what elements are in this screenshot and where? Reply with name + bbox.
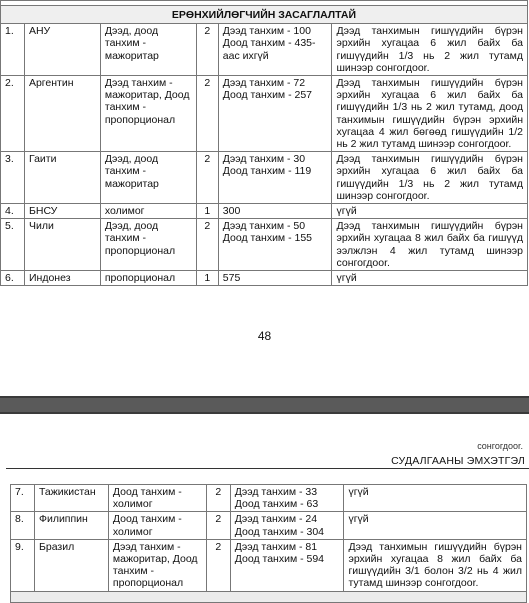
seats-cell: 575 (218, 271, 332, 286)
note-cell: Дээд танхимын гишүүдийн бүрэн эрхийн хугацаа 6 жил байх ба гишүүдийн 1/3 нь 2 жил тутамд, доод танхимын гишүүдийн бүрэн эрхийн хугацаа 4 жил бөгөөд гишүүдийн 1/2 нь 2 жил тутамд шинээр сонгогдоor. (332, 76, 528, 152)
table-row (11, 512, 527, 539)
country-cell: Филиппин (34, 512, 108, 539)
structure-cell: пропорционал (100, 271, 196, 286)
country-cell: Бразил (34, 539, 108, 591)
structure-cell: Дээд танхим - мажоритар, Доод танхим - пропорционал (100, 76, 196, 152)
structure-cell: Доод танхим - холимог (108, 485, 206, 512)
note-cell: үгүй (332, 271, 528, 286)
running-header: СУДАЛГААНЫ ЭМХЭТГЭЛ (391, 455, 525, 467)
chambers-cell: 2 (206, 539, 230, 591)
table-row (1, 219, 528, 271)
structure-cell: Дээд, доод танхим - пропорционал (100, 219, 196, 271)
seats-cell: Дээд танхим - 100 Доод танхим - 435-аас ихгүй (218, 24, 332, 76)
header-rule (6, 468, 529, 469)
page-number: 48 (257, 329, 272, 343)
structure-cell: Доод танхим - холимог (108, 512, 206, 539)
page-separator (0, 396, 529, 414)
table-row (11, 485, 527, 512)
note-cell: Дээд танхимын гишүүдийн бүрэн эрхийн хугацаа 8 жил байх ба гишүүд ээлжлэн 4 жил тутамд шинээр сонгогдоor. (332, 219, 528, 271)
table-row (1, 152, 528, 204)
country-cell: Гаити (24, 152, 100, 204)
row-number: 4. (1, 204, 25, 219)
chambers-cell: 2 (206, 485, 230, 512)
chambers-cell: 2 (196, 219, 218, 271)
table-row (1, 271, 528, 286)
table-row (11, 539, 527, 591)
table-row (1, 24, 528, 76)
row-number: 7. (11, 485, 35, 512)
note-cell: Дээд танхимын гишүүдийн бүрэн эрхийн хугацаа 6 жил байх ба гишүүдийн 1/3 нь 2 жил тутамд шинээр сонгогдоor. (332, 152, 528, 204)
row-number: 1. (1, 24, 25, 76)
row-number: 8. (11, 512, 35, 539)
previous-text-fragment: сонгогдоor. (477, 441, 523, 451)
structure-cell: Дээд танхим - мажоритар, Доод танхим - пропорционал (108, 539, 206, 591)
country-cell: Тажикистан (34, 485, 108, 512)
chambers-cell: 2 (196, 76, 218, 152)
seats-cell: Дээд танхим - 30 Доод танхим - 119 (218, 152, 332, 204)
row-number: 9. (11, 539, 35, 591)
note-cell: үгүй (332, 204, 528, 219)
structure-cell: Дээд, доод танхим - мажоритар (100, 24, 196, 76)
note-cell: үгүй (344, 512, 527, 539)
structure-cell: Дээд, доод танхим - мажоритар (100, 152, 196, 204)
table-row (1, 76, 528, 152)
country-cell: БНСУ (24, 204, 100, 219)
seats-cell: Дээд танхим - 72 Доод танхим - 257 (218, 76, 332, 152)
structure-cell: холимог (100, 204, 196, 219)
note-cell: үгүй (344, 485, 527, 512)
row-number: 3. (1, 152, 25, 204)
chambers-cell: 2 (206, 512, 230, 539)
note-cell: Дээд танхимын гишүүдийн бүрэн эрхийн хугацаа 8 жил байх ба гишүүдийн 3/1 болон 3/2 нь 4 жил тутамд шинээр сонгогдоor. (344, 539, 527, 591)
row-number: 6. (1, 271, 25, 286)
seats-cell: 300 (218, 204, 332, 219)
country-cell: Чили (24, 219, 100, 271)
row-number: 5. (1, 219, 25, 271)
parliament-table-part-1 (0, 0, 528, 286)
row-number: 2. (1, 76, 25, 152)
table-row (1, 204, 528, 219)
chambers-cell: 1 (196, 204, 218, 219)
section-header: ЕРӨНХИЙЛӨГЧИЙН ЗАСАГЛАЛТАЙ (1, 6, 528, 24)
parliament-table-part-2 (10, 484, 527, 603)
note-cell: Дээд танхимын гишүүдийн бүрэн эрхийн хугацаа 6 жил байх ба гишүүдийн 1/3 нь 2 жил тутамд шинээр сонгогдоor. (332, 24, 528, 76)
page-edge-top (0, 396, 529, 398)
seats-cell: Дээд танхим - 50 Доод танхим - 155 (218, 219, 332, 271)
country-cell: АНУ (24, 24, 100, 76)
document-page-49 (0, 414, 529, 592)
seats-cell: Дээд танхим - 24 Доод танхим - 304 (230, 512, 344, 539)
chambers-cell: 1 (196, 271, 218, 286)
country-cell: Аргентин (24, 76, 100, 152)
chambers-cell: 2 (196, 152, 218, 204)
seats-cell: Дээд танхим - 81 Доод танхим - 594 (230, 539, 344, 591)
table-continuation (11, 591, 527, 602)
country-cell: Индонез (24, 271, 100, 286)
chambers-cell: 2 (196, 24, 218, 76)
seats-cell: Дээд танхим - 33 Доод танхим - 63 (230, 485, 344, 512)
